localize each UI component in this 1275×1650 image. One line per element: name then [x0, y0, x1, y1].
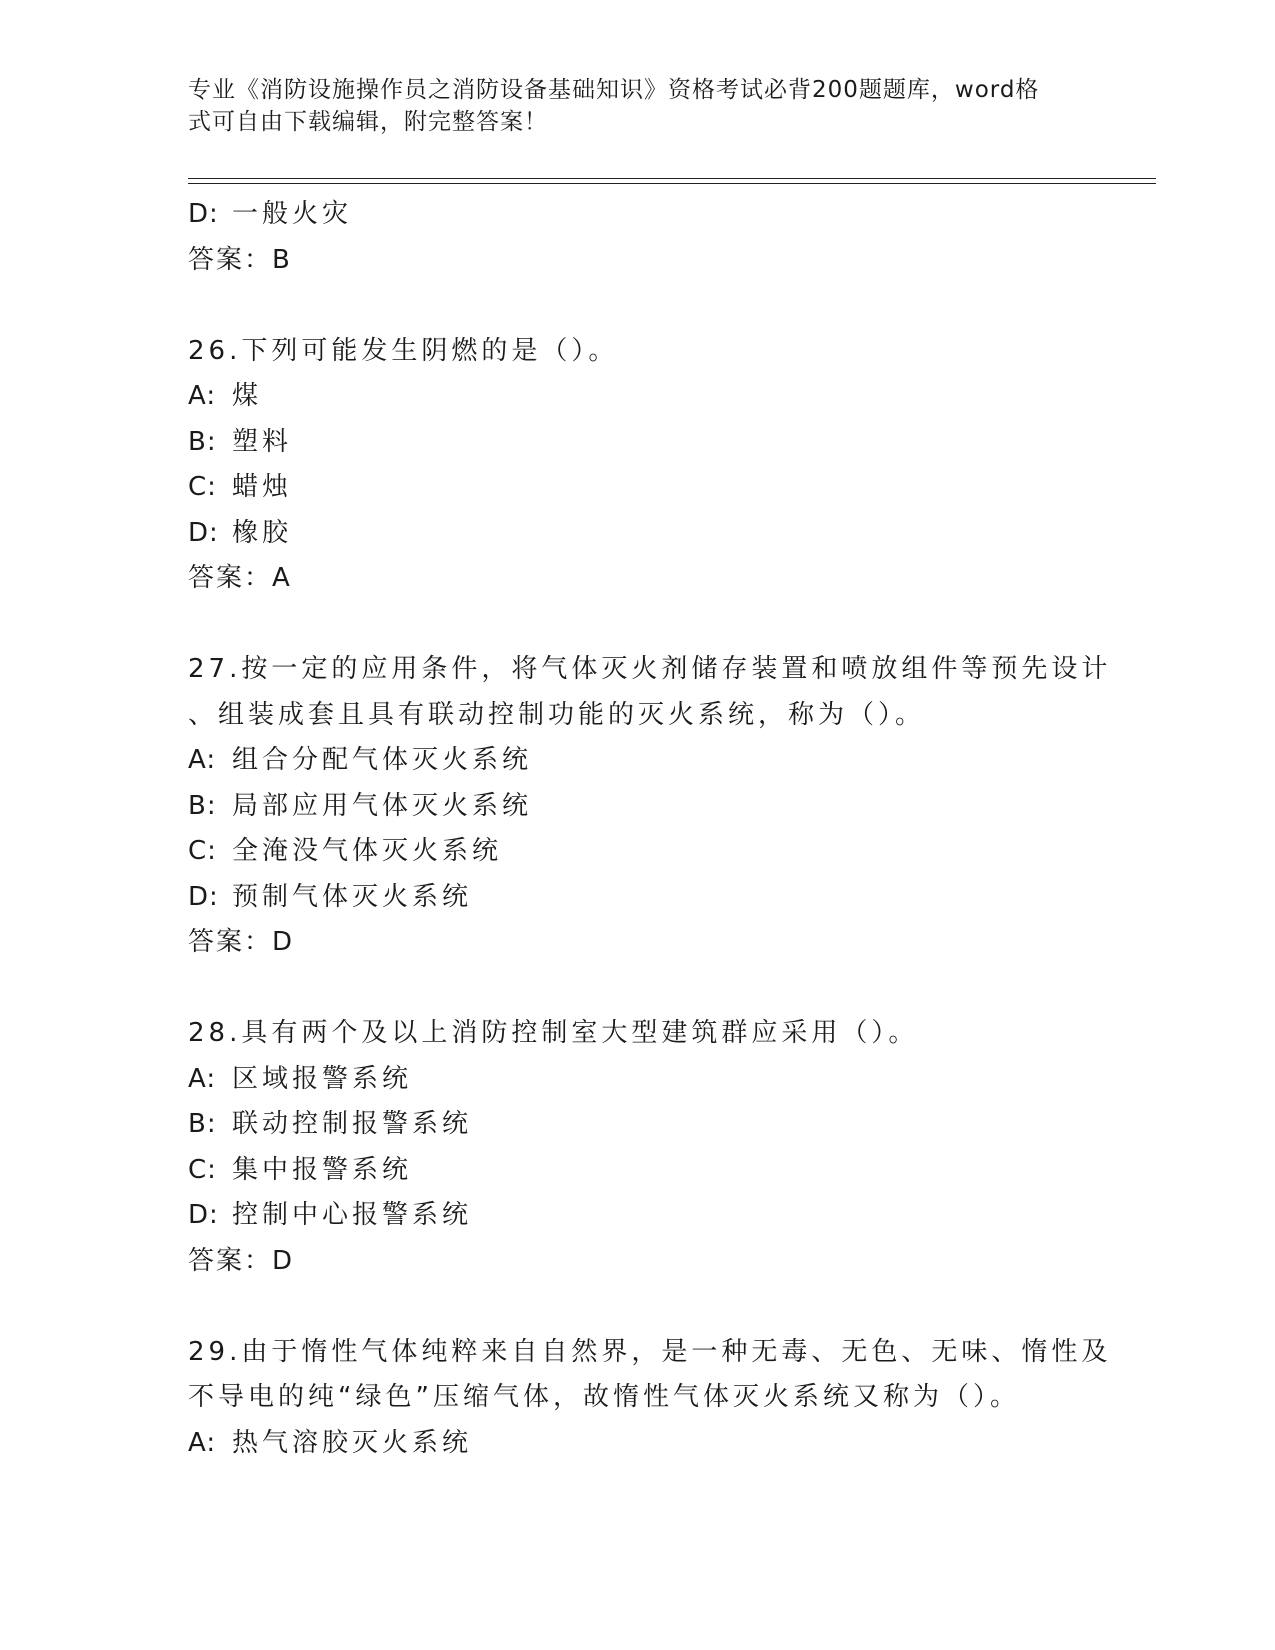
q28-option-a [188, 1057, 1088, 1103]
document-header [188, 74, 1088, 138]
q29-option-a [188, 1421, 1088, 1467]
q26-option-b [188, 420, 1088, 466]
header-line-1: 专业《消防设施操作员之消防设备基础知识》资格考试必背200题题库，word格 [188, 77, 1040, 103]
q27-option-a [188, 738, 1088, 784]
q27-option-c [188, 829, 1088, 875]
option-text: 全淹没气体灭火系统 [232, 836, 503, 866]
q26-option-c [188, 465, 1088, 511]
q26-option-d [188, 511, 1088, 557]
question-content [188, 192, 1112, 1466]
option-letter: B: [188, 426, 217, 457]
question-27-text-line-2: 、组装成套且具有联动控制功能的灭火系统，称为（）。 [188, 699, 926, 730]
option-letter: A: [188, 1063, 217, 1094]
question-26-text: 26.下列可能发生阴燃的是（）。 [188, 335, 619, 366]
spacer [188, 966, 1088, 1012]
option-letter: C: [188, 472, 217, 502]
option-text: 联动控制报警系统 [232, 1109, 473, 1139]
option-text: 橡胶 [232, 517, 293, 548]
option-letter: A: [188, 1427, 217, 1458]
option-letter: D: [188, 1200, 219, 1230]
option-letter: B: [188, 790, 217, 821]
q27-option-b [188, 784, 1088, 830]
header-divider-bottom [188, 183, 1156, 184]
option-letter: D: [188, 517, 219, 548]
q28-option-d [188, 1193, 1088, 1239]
option-text: 控制中心报警系统 [232, 1200, 473, 1230]
option-letter: B: [188, 1109, 217, 1139]
spacer [188, 283, 1088, 329]
option-text: 一般火灾 [232, 199, 353, 229]
q26-option-a [188, 374, 1088, 420]
option-letter: A: [188, 381, 217, 411]
option-text: 塑料 [232, 426, 293, 457]
header-line-2: 式可自由下载编辑，附完整答案！ [188, 109, 548, 135]
q28-option-c [188, 1148, 1088, 1194]
q27-answer: 答案：D [188, 927, 295, 957]
option-text: 区域报警系统 [232, 1063, 413, 1094]
option-text: 煤 [232, 381, 263, 411]
question-29-text-line-2: 不导电的纯“绿色”压缩气体，故惰性气体灭火系统又称为（）。 [188, 1382, 1020, 1412]
spacer [188, 1284, 1088, 1330]
spacer [188, 602, 1088, 648]
q27-option-d [188, 875, 1088, 921]
option-letter: A: [188, 745, 217, 775]
option-letter: D: [188, 881, 219, 912]
option-text: 集中报警系统 [232, 1154, 413, 1185]
prev-answer: 答案：B [188, 244, 292, 275]
header-divider-top [188, 178, 1156, 179]
option-letter: C: [188, 1154, 217, 1185]
q28-answer: 答案：D [188, 1245, 295, 1276]
option-text: 蜡烛 [232, 472, 293, 502]
question-29-text-line-1: 29.由于惰性气体纯粹来自自然界，是一种无毒、无色、无味、惰性及 [188, 1336, 1112, 1367]
option-text: 组合分配气体灭火系统 [232, 745, 533, 775]
option-text: 预制气体灭火系统 [232, 881, 473, 912]
option-letter: C: [188, 836, 217, 866]
option-letter: D: [188, 199, 219, 229]
option-text: 热气溶胶灭火系统 [232, 1427, 473, 1458]
question-28-text: 28.具有两个及以上消防控制室大型建筑群应采用（）。 [188, 1018, 919, 1048]
prev-option-d [188, 192, 1088, 238]
q26-answer: 答案：A [188, 563, 292, 593]
q28-option-b [188, 1102, 1088, 1148]
option-text: 局部应用气体灭火系统 [232, 790, 533, 821]
question-27-text-line-1: 27.按一定的应用条件，将气体灭火剂储存装置和喷放组件等预先设计 [188, 654, 1112, 684]
